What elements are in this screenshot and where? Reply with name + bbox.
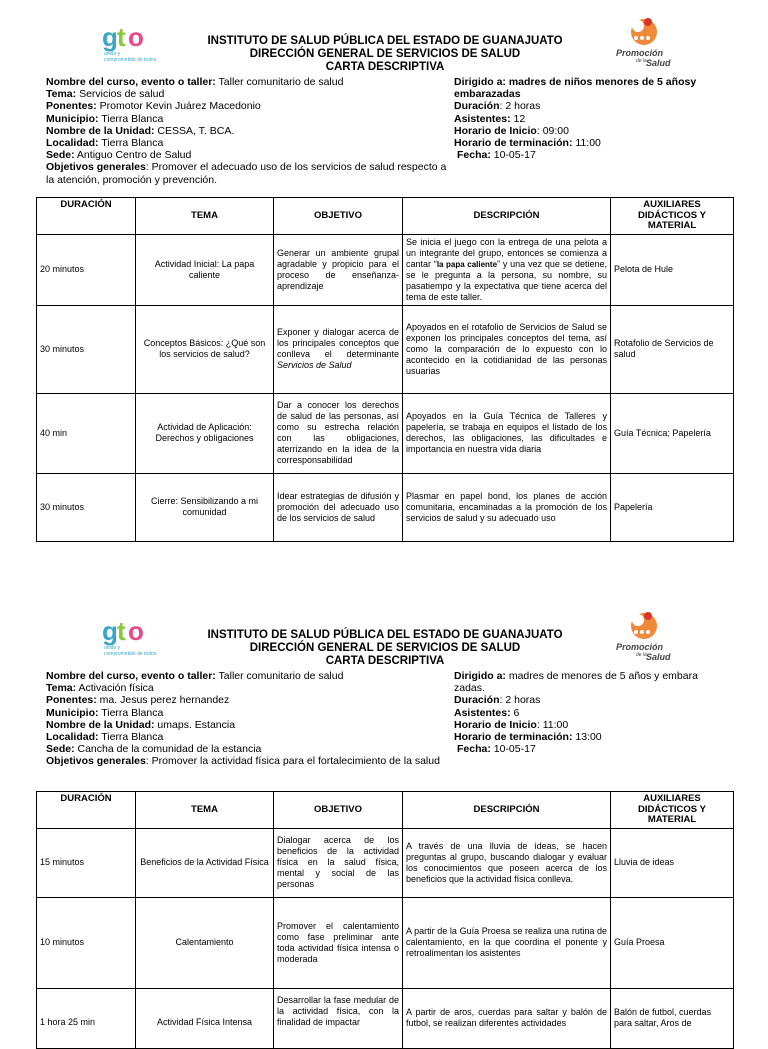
col-materials: AUXILIARES DIDÁCTICOS Y MATERIAL [611,792,734,829]
objective-cell: Desarrollar la fase medular de la actividad física, con la finalidad de impactar [274,988,403,1048]
institute-title: INSTITUTO DE SALUD PÚBLICA DEL ESTADO DE GUANAJUATO [207,629,563,641]
table-row [37,234,734,305]
col-materials: AUXILIARES DIDÁCTICOS Y MATERIAL [611,198,734,235]
topic-cell: Conceptos Básicos: ¿Qué son los servicios de salud? [136,305,274,393]
document-header [160,629,610,668]
duration-row: Duración: 2 horas [454,694,541,707]
end-time-row: Horario de terminación: 13:00 [454,731,602,744]
objective-cell: Promover el calentamiento como fase preliminar ante toda actividad física intensa o moderada [274,897,403,988]
topic-cell: Cierre: Sensibilizando a mi comunidad [136,473,274,541]
doc-type-title: CARTA DESCRIPTIVA [325,61,445,73]
objective-cell: Exponer y dialogar acerca de los principales conceptos que conlleva el determinante Servicios de Salud [274,305,403,393]
col-duration: DURACIÓN [37,792,136,829]
col-description: DESCRIPCIÓN [403,792,611,829]
table-header-row [37,792,734,829]
materials-cell: Lluvia de ideas [611,828,734,897]
materials-cell: Guía Proesa [611,897,734,988]
materials-cell: Papelería [611,473,734,541]
gto-tagline-1: unido y [104,51,121,57]
audience-row: Dirigido a: madres de menores de 5 años y embara zadas. [454,670,698,695]
venue-row: Sede: Antiguo Centro de Salud [46,149,192,162]
objective-cell: Dar a conocer los derechos de salud de las personas, así como su estrecha relación con las obligaciones, aterrizando en la idea de la corresponsabilidad [274,393,403,473]
logo-word-3: Salud [646,58,671,68]
col-topic: TEMA [136,198,274,235]
municipality-row: Municipio: Tierra Blanca [46,112,164,125]
materials-cell: Guía Técnica; Papelería [611,393,734,473]
svg-text:de la: de la [636,652,647,658]
duration-cell: 30 minutos [37,305,136,393]
topic-cell: Beneficios de la Actividad Física [136,828,274,897]
attendees-row: Asistentes: 6 [454,706,520,719]
objectives-row: Objetivos generales: Promover el adecuado uso de los servicios de salud respecto a la atención, promoción y prevención. [46,161,447,186]
date-row: Fecha: 10-05-17 [457,743,536,756]
duration-cell: 1 hora 25 min [37,988,136,1048]
duration-cell: 40 min [37,393,136,473]
attendees-row: Asistentes: 12 [454,112,526,125]
logo-word-2: de la [636,58,647,64]
course-name-row: Nombre del curso, evento o taller: Taller comunitario de salud [46,670,344,682]
topic-cell: Actividad Física Intensa [136,988,274,1048]
activities-table [36,197,734,542]
svg-text:Salud: Salud [646,652,671,662]
speakers-row: Ponentes: ma. Jesus perez hernandez [46,694,230,707]
audience-row: Dirigido a: madres de niños menores de 5 añosy embarazadas [454,76,697,101]
description-cell: Apoyados en el rotafolio de Servicios de Salud se exponen los principales conceptos del tema, así como la comparación de lo expuesto con lo acontecido en la cotidianidad de las personas usuarias [403,305,611,393]
direction-title: DIRECCIÓN GENERAL DE SERVICIOS DE SALUD [249,642,521,654]
svg-text:g: g [102,616,118,646]
table-header-row [37,198,734,235]
table-row [37,988,734,1048]
document-header [160,35,610,74]
col-objective: OBJETIVO [274,198,403,235]
topic-row: Tema: Servicios de salud [46,88,165,101]
description-cell: A partir de la Guía Proesa se realiza una rutina de calentamiento, en la que coordina el ponente y retroalimentan los asistentes [403,897,611,988]
promocion-salud-logo-icon [608,16,680,68]
unit-row: Nombre de la Unidad: umaps. Estancia [46,718,236,731]
course-info-left [46,670,451,768]
materials-cell: Balón de futbol, cuerdas para saltar, Aros de [611,988,734,1048]
date-row: Fecha: 10-05-17 [457,149,536,162]
duration-cell: 15 minutos [37,828,136,897]
activities-table [36,791,734,1049]
course-info-right [454,670,714,755]
col-topic: TEMA [136,792,274,829]
direction-title: DIRECCIÓN GENERAL DE SERVICIOS DE SALUD [249,48,521,60]
col-duration: DURACIÓN [37,198,136,235]
svg-text:o: o [128,22,144,52]
materials-cell: Pelota de Hule [611,234,734,305]
description-cell: A partir de aros, cuerdas para saltar y balón de futbol, se realizan diferentes actividades [403,988,611,1048]
topic-cell: Actividad Inicial: La papa caliente [136,234,274,305]
topic-cell: Calentamiento [136,897,274,988]
duration-cell: 30 minutos [37,473,136,541]
start-time-row: Horario de Inicio: 09:00 [454,124,569,137]
objective-cell: Idear estrategias de difusión y promoción del adecuado uso de los servicios de salud [274,473,403,541]
svg-text:unido y: unido y [104,645,121,651]
unit-row: Nombre de la Unidad: CESSA, T. BCA. [46,124,235,137]
table-row [37,473,734,541]
locality-row: Localidad: Tierra Blanca [46,731,164,744]
municipality-row: Municipio: Tierra Blanca [46,706,164,719]
gto-tagline-2: comprometido de todos [104,57,157,63]
table-row [37,828,734,897]
promocion-salud-logo-icon [608,610,680,662]
topic-cell: Actividad de Aplicación: Derechos y obligaciones [136,393,274,473]
gto-logo-icon [100,22,160,64]
objective-cell: Dialogar acerca de los beneficios de la actividad física en la salud física, mental y social de las personas [274,828,403,897]
table-row [37,897,734,988]
institute-title: INSTITUTO DE SALUD PÚBLICA DEL ESTADO DE GUANAJUATO [207,35,563,47]
venue-row: Sede: Cancha de la comunidad de la estancia [46,743,262,756]
description-cell: A través de una lluvia de ideas, se hacen preguntas al grupo, buscando dialogar y evaluar los conocimientos que poseen acerca de los beneficios que la actividad física conlleva. [403,828,611,897]
gto-logo-icon [100,616,160,658]
col-objective: OBJETIVO [274,792,403,829]
svg-text:t: t [117,616,126,646]
end-time-row: Horario de terminación: 11:00 [454,137,601,150]
duration-row: Duración: 2 horas [454,100,541,113]
svg-text:o: o [128,616,144,646]
description-cell: Se inicia el juego con la entrega de una pelota a un integrante del grupo, entonces se comienza a cantar “la papa caliente” y una vez que se detiene, se le pregunta a la persona, su nombre, su pasatiempo y la expectativa que tiene acerca del tema de este taller. [403,234,611,305]
svg-text:t: t [117,22,126,52]
col-description: DESCRIPCIÓN [403,198,611,235]
course-info-right [454,76,714,161]
duration-cell: 10 minutos [37,897,136,988]
description-cell: Plasmar en papel bond, los planes de acción comunitaria, encaminadas a la promoción de los servicios de salud y su adecuado uso [403,473,611,541]
locality-row: Localidad: Tierra Blanca [46,137,164,150]
course-info-left [46,76,451,186]
materials-cell: Rotafolio de Servicios de salud [611,305,734,393]
start-time-row: Horario de Inicio: 11:00 [454,718,569,731]
svg-text:g: g [102,22,118,52]
svg-text:comprometido de todos: comprometido de todos [104,651,157,657]
doc-type-title: CARTA DESCRIPTIVA [325,655,445,667]
table-row [37,393,734,473]
speakers-row: Ponentes: Promotor Kevin Juárez Macedonio [46,100,261,113]
objectives-row: Objetivos generales: Promover la actividad física para el fortalecimiento de la salud [46,755,440,768]
topic-row: Tema: Activación física [46,682,154,695]
svg-text:Promoción: Promoción [616,642,664,652]
logo-word-1: Promoción [616,48,664,58]
objective-cell: Generar un ambiente grupal agradable y propicio para el proceso de enseñanza-aprendizaje [274,234,403,305]
course-name-row: Nombre del curso, evento o taller: Taller comunitario de salud [46,76,344,88]
description-cell: Apoyados en la Guía Técnica de Talleres y papelería, se trabaja en equipos el listado de los derechos, las obligaciones, las dificultades e importancia en nuestra vida diaria [403,393,611,473]
table-row [37,305,734,393]
duration-cell: 20 minutos [37,234,136,305]
